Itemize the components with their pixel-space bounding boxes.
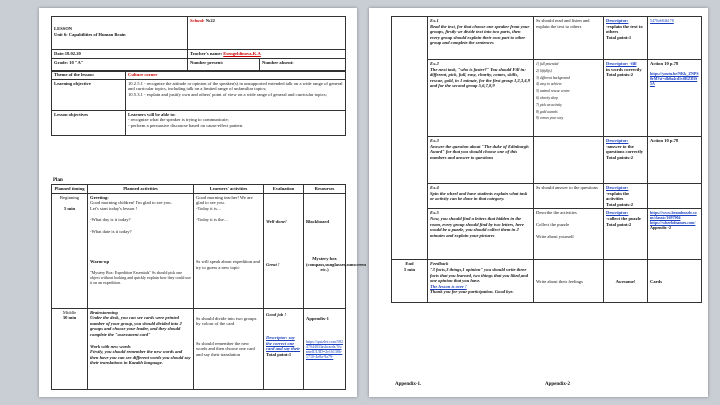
col-resourses: Resourses: [304, 185, 346, 194]
middle-continued-timing: [392, 17, 428, 260]
ex3-criteria: -answer to the questions correctly: [606, 143, 644, 155]
end-evaluation: Awesome!: [604, 260, 648, 303]
eval-total: Total point:1: [266, 351, 292, 357]
ex2-book: Action 10 p.78: [650, 61, 679, 66]
plan-label: Plan: [53, 178, 63, 183]
res-appendix-1: Appendix-1: [306, 315, 329, 321]
table-row: [392, 137, 702, 184]
ex2-word-list: [534, 60, 604, 137]
table-row: [52, 193, 346, 308]
list-item: 7) pick an activity: [536, 102, 562, 107]
feedback-activity: [428, 260, 534, 303]
ex3-activity: [428, 137, 534, 184]
beginning-activities: [88, 193, 194, 308]
ex1-learners: Ss should read and listen and explain the text to others: [534, 17, 604, 60]
ex2-text: The next task, "who is faster?" You should Fill in: different, pick, full, easy, charity, comes, skills, rescue, gold, in 1 minute, for the first group 1,2,3,4,9 and for the second group 5,6,7,8,9: [430, 66, 531, 89]
learner-greeting-2: -Today it is…: [196, 205, 222, 211]
ex2-total: Total points:2: [606, 72, 634, 78]
ex4-descriptor: Descriptor:: [606, 185, 629, 190]
ex2-title: Ex.2: [430, 61, 439, 66]
ex4-total: Total points:2: [606, 201, 634, 207]
ex5-text: Now, you should find a letters that hidden in the room, every group should find by two letters, here would be a puzzle, you should collect them in 2 minutes and explain your pictures: [430, 215, 524, 238]
appendix-1-heading: Appendix-1.: [395, 382, 422, 387]
end-label: End: [405, 261, 414, 267]
ex1-total: Total point:1: [606, 34, 632, 40]
appendix-2-heading: Appendix-2: [545, 382, 571, 387]
end-learners: Write about their feelings: [534, 260, 604, 303]
ex2-youtube-link[interactable]: https://youtu.be/NKk_ZNPS0rM?si=dh0a4cd1v0RZDIS5A: [650, 70, 699, 86]
ex4-criteria: -explain the activities: [606, 190, 630, 202]
teacher-cell: [188, 50, 346, 59]
ex3-text: Answer the question about "The duke of Edinburgh Award" for that you should choose one of this numbers and answer to questions: [430, 143, 529, 160]
date-cell: Date:18.02.20: [52, 50, 188, 59]
beginning-learners: [194, 193, 264, 308]
ex5-descriptor: Descriptor:: [606, 210, 629, 216]
ex3-learners: [534, 137, 604, 184]
middle-learners: [194, 308, 264, 389]
ex3-resource: Action 10 p.78: [648, 137, 702, 184]
lesson-objective-2: - recognize what the speaker is trying to communicate;: [128, 117, 229, 123]
middle-timing: [52, 308, 88, 389]
teacher-value: Esengeldinova.K.A: [223, 51, 261, 56]
learner-new-words: Ss should remember the new words and then choose one card and say their translation: [196, 340, 255, 357]
lesson-title-cell: [52, 17, 188, 50]
ex5-learners: [534, 209, 604, 260]
school-cell: [188, 17, 346, 50]
ex2-resources: [648, 60, 702, 137]
ex1-resource[interactable]: 5470a684b178: [648, 17, 702, 60]
ex4-evaluation: [604, 184, 648, 209]
school-value: №22: [205, 18, 215, 23]
feedback-title: Feedback: [430, 261, 449, 267]
warm-up-text: "Mystery Box: Expedition Essentials" Ss should pick one object without looking and quickly explain how they could use it on an expedition.: [90, 270, 191, 286]
lesson-objective-3: - perform a persuasive discourse based on cause-effect pattern.: [128, 122, 244, 128]
lesson-header-table: [51, 16, 346, 72]
learning-objectives-cell: [126, 79, 346, 110]
lesson-objective-1: Learners will be able to:: [128, 111, 176, 117]
theme-label: Theme of the lesson:: [52, 71, 126, 80]
middle-resources: [304, 308, 346, 389]
end-timing: [392, 260, 428, 303]
list-item: 2) lift(d)(s): [536, 68, 552, 73]
ex3-descriptor: Descriptor:: [606, 138, 629, 143]
ex5-criteria: -collect the puzzle: [606, 215, 641, 221]
teacher-label: Teacher's name:: [190, 51, 223, 56]
middle-activities: [88, 308, 194, 389]
beginning-time: 5 min: [63, 206, 76, 212]
ex2-descriptor: Descriptor: -fill: [606, 61, 637, 66]
learning-objective-label: Learning objective: [52, 79, 126, 110]
ex1-activity: [428, 17, 534, 60]
question-day: -What day is it today?: [90, 217, 131, 223]
question-date: -What date is it today?: [90, 228, 132, 234]
absent-cell: Number absent:: [260, 58, 346, 71]
ex3-title: Ex.3: [430, 138, 439, 143]
ex5-beamboozle-link[interactable]: https://www.beamboozle.com/classic/1697904: [650, 210, 697, 221]
greeting-line-1: Good morning children! I'm glad to see you.: [90, 200, 172, 206]
learner-brainstorm: Ss should divide into two groups by colour of the card: [196, 315, 257, 327]
feedback-text-2: The lesson is over !: [430, 283, 467, 289]
ex5-activity: [428, 209, 534, 260]
middle-time: 30 min: [62, 315, 77, 321]
feedback-text-3: Thank you for your participation. Good bye.: [430, 289, 514, 295]
ex5-learner-3: Write about yourself: [536, 233, 574, 239]
learner-warm-up: Ss will speak about expedition and try to guess a new topic: [196, 258, 260, 270]
beginning-evaluation: [264, 193, 304, 308]
list-item: 5) animal rescue centre: [536, 89, 570, 94]
objective-1: 10.2.5.1 - recognize the attitude or opinion of the speaker(s) in unsupported extended talk on a wide range of general and curricular topics, including talk on a limited range of unfamiliar topics;: [128, 80, 343, 92]
lesson-objectives-cell: [126, 110, 346, 135]
table-row: [392, 184, 702, 209]
ex5-learner-2: Collect the puzzle: [536, 221, 570, 227]
ex5-evaluation: [604, 209, 648, 260]
objectives-table: [51, 70, 346, 136]
col-planned-activities: Planned activities: [88, 185, 194, 194]
ex3-total: Total points:2: [606, 154, 634, 160]
ex1-criteria: -explain the text to others: [606, 23, 643, 35]
res-quizlet-link[interactable]: https://quizlet.com/582470440/flashcards/?funnelUUID=2e16138b-1710-4e8a-9a79-: [306, 339, 343, 360]
theme-value: Culture corner: [126, 71, 346, 80]
unit-label: Unit 6: Capabilities of Human Brain: [54, 31, 126, 37]
col-learners-activities: Learners' activities: [194, 185, 264, 194]
new-words-title: Work with new words: [90, 343, 131, 349]
ex2-criteria: in words correctly: [606, 66, 642, 72]
table-row: [392, 17, 702, 60]
brainstorm-title: Brainstorming: [90, 309, 118, 315]
ex1-evaluation: [604, 17, 648, 60]
ex5-total: Total point:2: [606, 221, 632, 227]
ex5-title: Ex.5: [430, 210, 439, 216]
list-item: 4) easy to achieve: [536, 82, 562, 87]
beginning-timing: [52, 193, 88, 308]
warm-up-title: Warm-up: [90, 258, 110, 264]
objective-2: 10.5.3.1 - explain and justify own and others' point of view on a wide range of general and curricular topics;: [128, 91, 327, 97]
ex5-learner-1: Describe the activities: [536, 210, 577, 216]
ex2-activity: [428, 60, 534, 137]
beginning-resources: [304, 193, 366, 308]
eval-descriptor: Descriptor: say the correct one card and say their: [266, 335, 301, 352]
greeting-line-2: Let's start today's lesson !: [90, 205, 138, 211]
eval-great: Great !: [266, 262, 280, 268]
ex5-appendix: Appendix -2: [650, 225, 672, 231]
ex1-descriptor: Descriptor:: [606, 18, 629, 23]
brainstorm-text: Under the desk, you can see cards were printed number of your group, you should divided into 2 groups and choose your leader, and they should complete the "assessment card": [90, 315, 182, 337]
list-item: 8) gold awards: [536, 109, 558, 114]
continuation-table: [391, 16, 702, 303]
lesson-plan-page-2: [369, 8, 708, 397]
lesson-plan-page-1: [39, 8, 366, 397]
ex4-learners: Ss should answer to the questions: [534, 184, 604, 209]
ex4-text: Spin the wheel and have students explain what task or activity can be done in that category.: [430, 190, 528, 202]
table-row: [392, 60, 702, 137]
grade-cell: Grade: 10 "A": [52, 58, 188, 71]
eval-well-done: Well-done!: [266, 218, 287, 224]
table-row: [52, 308, 346, 389]
lesson-label: LESSON: [54, 26, 73, 31]
end-time: 5 min: [403, 266, 416, 272]
plan-table: [51, 184, 366, 390]
middle-evaluation: [264, 308, 304, 389]
ex4-title: Ex.4: [430, 185, 439, 190]
ex5-wheel-link[interactable]: https://wheelofnames.com/: [650, 220, 696, 226]
ex3-evaluation: [604, 137, 648, 184]
res-blackboard: Blackboard: [306, 218, 329, 224]
school-label: School:: [190, 18, 205, 23]
list-item: 3) different background: [536, 75, 570, 80]
table-row: [392, 209, 702, 260]
ex5-resources: [648, 209, 702, 260]
ex1-title: Ex.1: [430, 18, 439, 23]
lesson-objectives-label: Lesson objectives: [52, 110, 126, 135]
middle-label: Middle: [62, 309, 77, 315]
list-item: 6) charity shop: [536, 95, 558, 100]
res-mystery-box: Mystery box (compass,sunglasses,sunscreen etc.): [306, 256, 366, 273]
eval-good-job: Good job !: [266, 311, 287, 317]
new-words-text: Firstly, you should remember the new words and then have you can see different words you should say their translations in Kazakh language.: [90, 349, 191, 366]
greeting-title: Greeting:: [90, 194, 109, 200]
ex2-evaluation: [604, 60, 648, 137]
col-planned-timing: Planned timing: [52, 185, 88, 194]
list-item: 9) comes your way: [536, 116, 564, 121]
present-cell: Number present:: [188, 58, 260, 71]
ex1-text: Read the text, for that choose one speaker from your groups, firstly we divide text into two parts, then every group should explain their own part to other group and complete the sentences: [430, 23, 530, 46]
ex4-activity: [428, 184, 534, 209]
ex4-resource: [648, 184, 702, 209]
col-evaluation: Evaluation: [264, 185, 304, 194]
feedback-text-1: "3 facts,3 things,1 opinion" you should write three facts that you learned, two things that you liked,and one opinion that you have.: [430, 266, 529, 284]
list-item: 1) full potential: [536, 62, 559, 66]
end-resource: Cards: [648, 260, 702, 303]
learner-greeting-1: Good morning teacher! We are glad to see you.: [196, 194, 253, 206]
learner-greeting-3: -Today it is the…: [196, 217, 229, 223]
table-row: [392, 260, 702, 303]
beginning-label: Beginning: [59, 194, 80, 200]
